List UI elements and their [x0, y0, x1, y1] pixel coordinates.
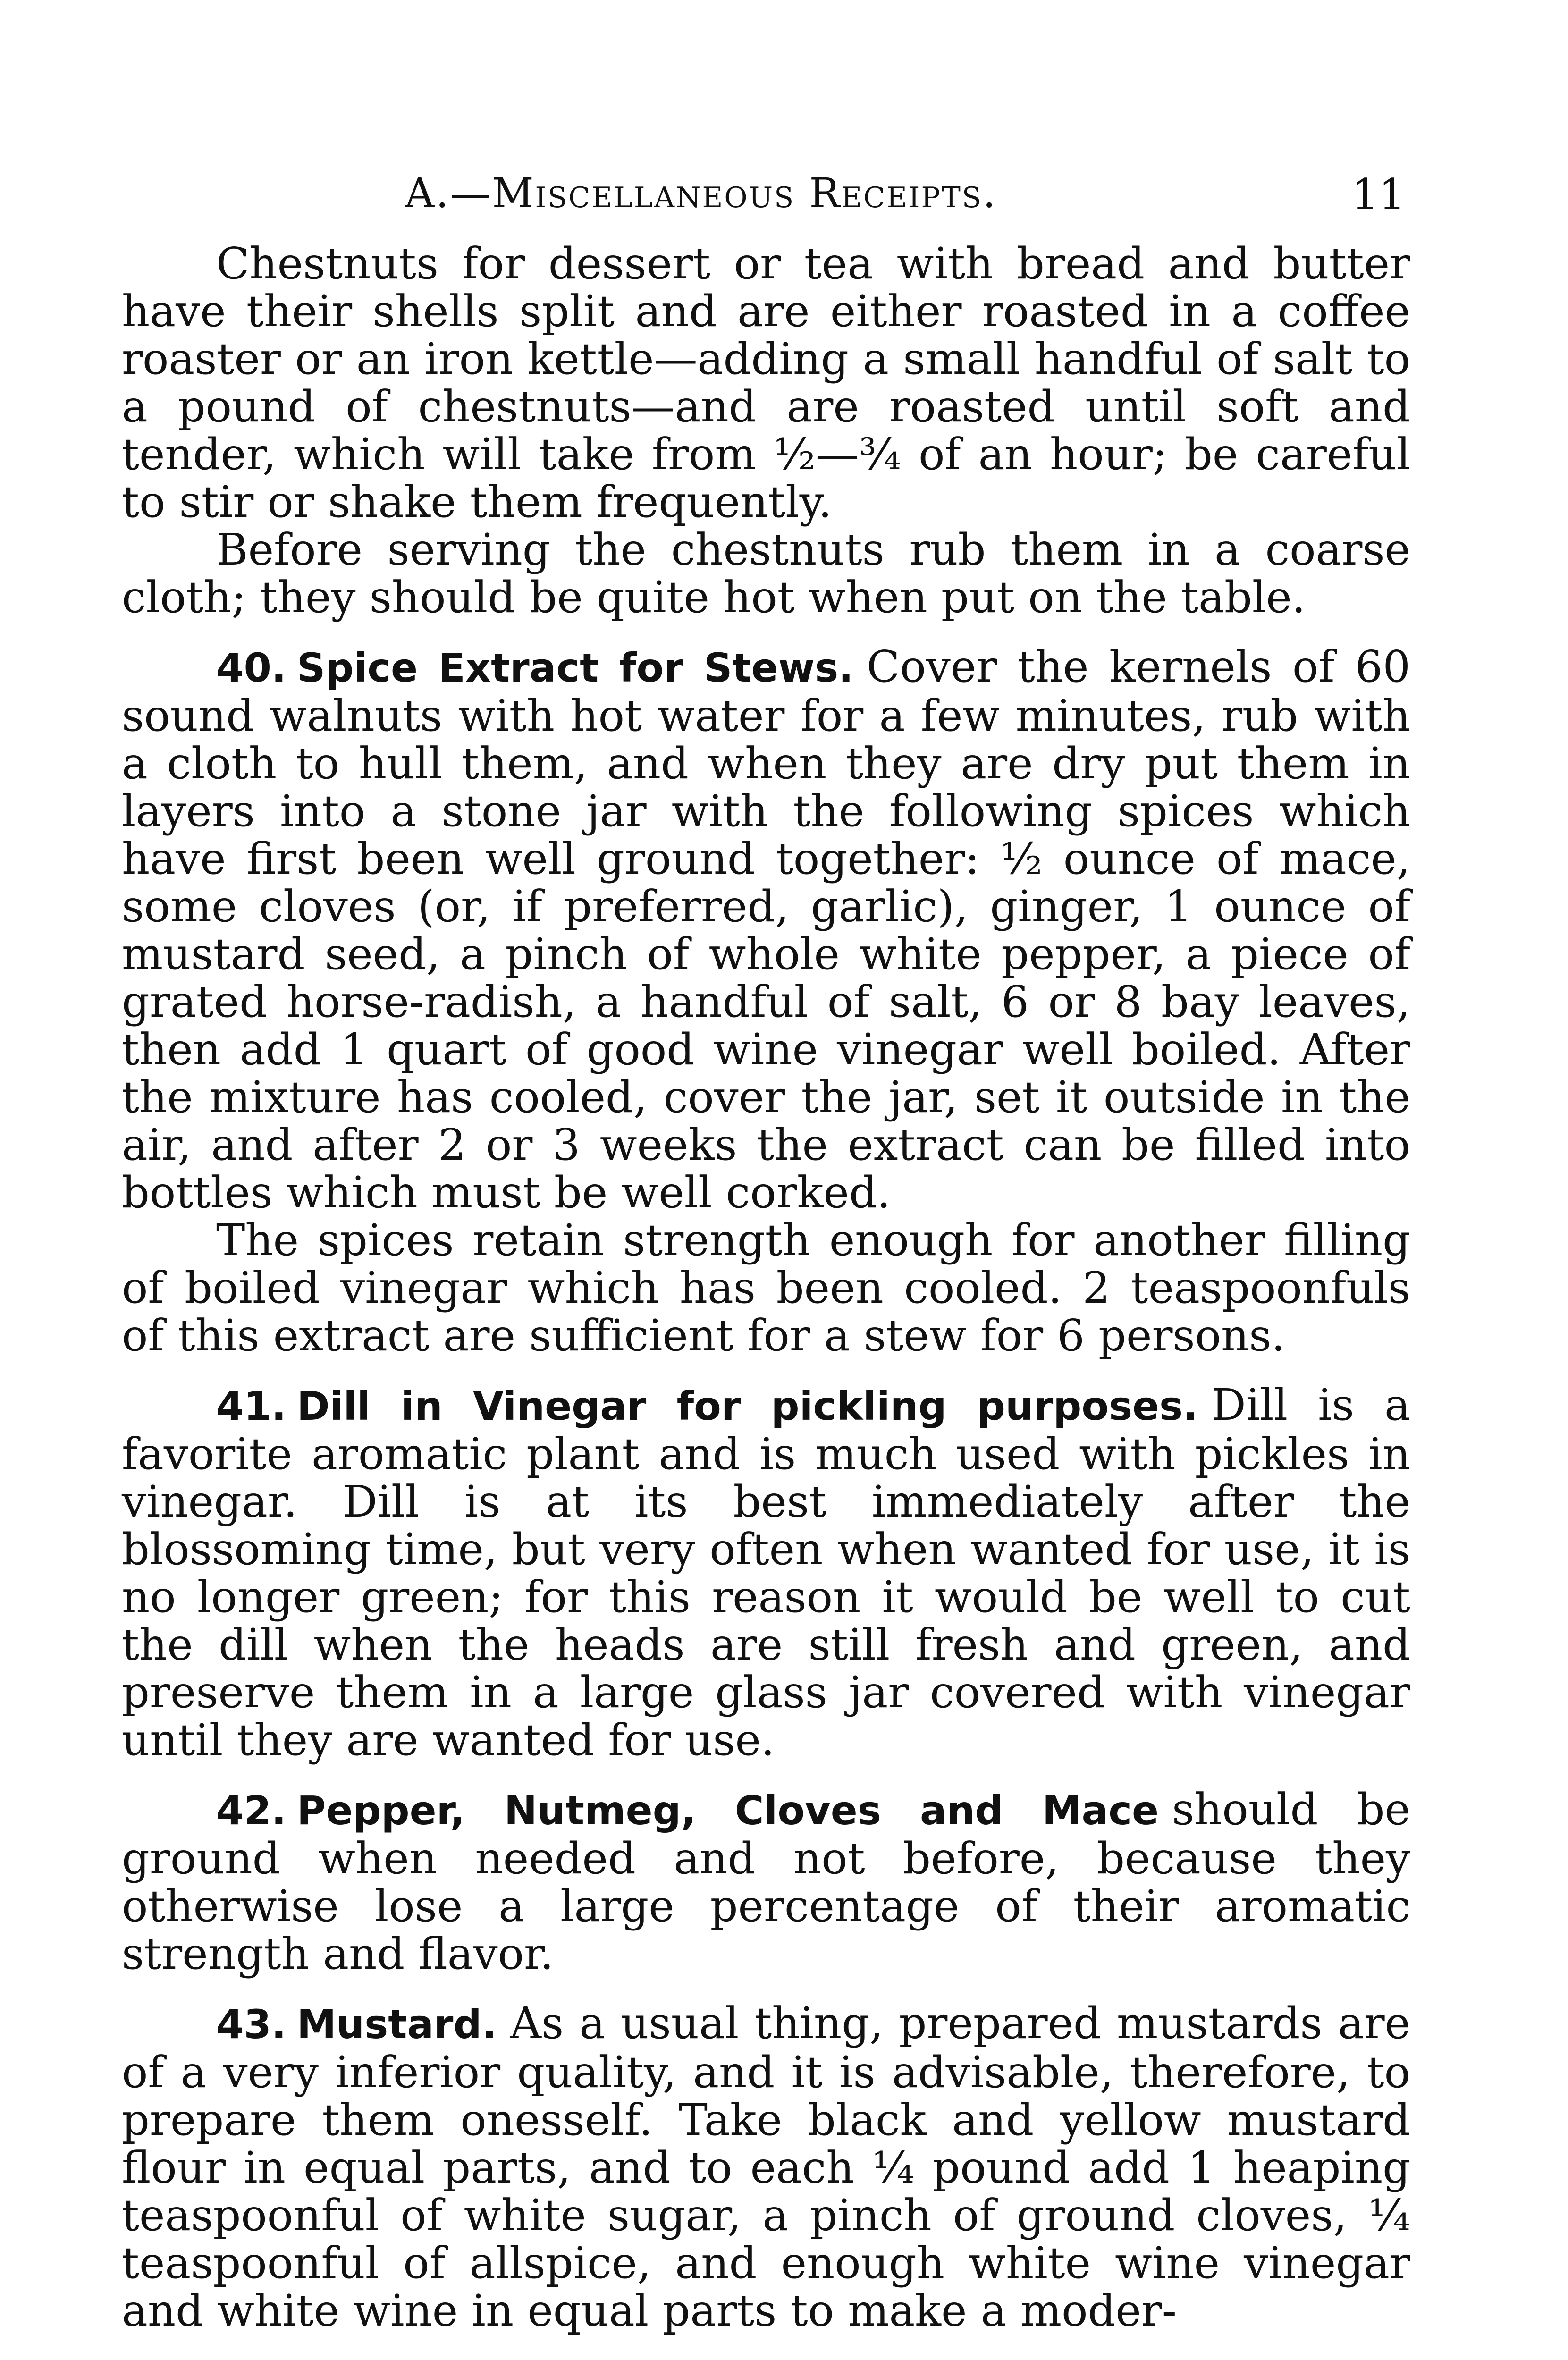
entry-body: Dill is a favorite aromatic plant and is much used with pickles in vinegar. Dill is at its best immediately after the blossoming time, but very often when wanted for use, it is no longer green; for this reason it would be well to cut the dill when the heads are still fresh and green, and preserve them in a large glass jar covered with vinegar until they are wanted for use.	[122, 1380, 1410, 1765]
running-title: A.—Miscellaneous Receipts.	[405, 170, 997, 217]
entry-41-dill-in-vinegar	[122, 1381, 1410, 1764]
entry-heading: Spice Extract for Stews.	[296, 645, 854, 691]
entry-number: 40.	[216, 645, 287, 691]
entry-body: should be ground when needed and not before, because they otherwise lose a large percentage of their aromatic strength and flavor.	[122, 1784, 1410, 1979]
entry-42-pepper-nutmeg	[122, 1786, 1410, 1978]
book-page	[122, 170, 1410, 2335]
entry-40-spice-extract	[122, 643, 1410, 1216]
entry-heading: Dill in Vinegar for pickling purposes.	[296, 1383, 1198, 1429]
entry-heading: Pepper, Nutmeg, Cloves and Mace	[296, 1787, 1159, 1834]
entry-number: 41.	[216, 1383, 287, 1429]
entry-40-continuation: The spices retain strength enough for another filling of boiled vinegar which has been cooled. 2 teaspoonfuls of this extract are sufficient for a stew for 6 persons.	[122, 1215, 1410, 1361]
entry-body: Cover the kernels of 60 sound walnuts with hot water for a few minutes, rub with a cloth to hull them, and when they are dry put them in layers into a stone jar with the following spices which have first been well ground together: ½ ounce of mace, some cloves (or, if preferred, garlic), ginger, 1 ounce of mustard seed, a pinch of whole white pepper, a piece of grated horse-radish, a handful of salt, 6 or 8 bay leaves, then add 1 quart of good wine vinegar well boiled. After the mixture has cooled, cover the jar, set it outside in the air, and after 2 or 3 weeks the extract can be filled into bottles which must be well corked.	[122, 641, 1410, 1218]
running-header	[122, 170, 1410, 226]
entry-number: 42.	[216, 1787, 287, 1834]
entry-heading: Mustard.	[296, 2001, 497, 2048]
entry-number: 43.	[216, 2001, 287, 2048]
entry-43-mustard	[122, 1999, 1410, 2335]
chestnuts-paragraph: Chestnuts for dessert or tea with bread and butter have their shells split and are either roasted in a coffee roaster or an iron kettle—adding a small handful of salt to a pound of chestnuts—and are roasted until soft and tender, which will take from ½—¾ of an hour; be careful to stir or shake them frequently.	[122, 238, 1410, 527]
page-number: 11	[1351, 170, 1406, 219]
chestnuts-serving-paragraph: Before serving the chestnuts rub them in a coarse cloth; they should be quite hot when put on the table.	[122, 524, 1410, 623]
entry-body: As a usual thing, prepared mustards are of a very inferior quality, and it is advisable, therefore, to prepare them onesself. Take black and yellow mustard flour in equal parts, and to each ¼ pound add 1 heaping teaspoonful of white sugar, a pinch of ground cloves, ¼ teaspoonful of allspice, and enough white wine vinegar and white wine in equal parts to make a moder-	[122, 1998, 1410, 2336]
